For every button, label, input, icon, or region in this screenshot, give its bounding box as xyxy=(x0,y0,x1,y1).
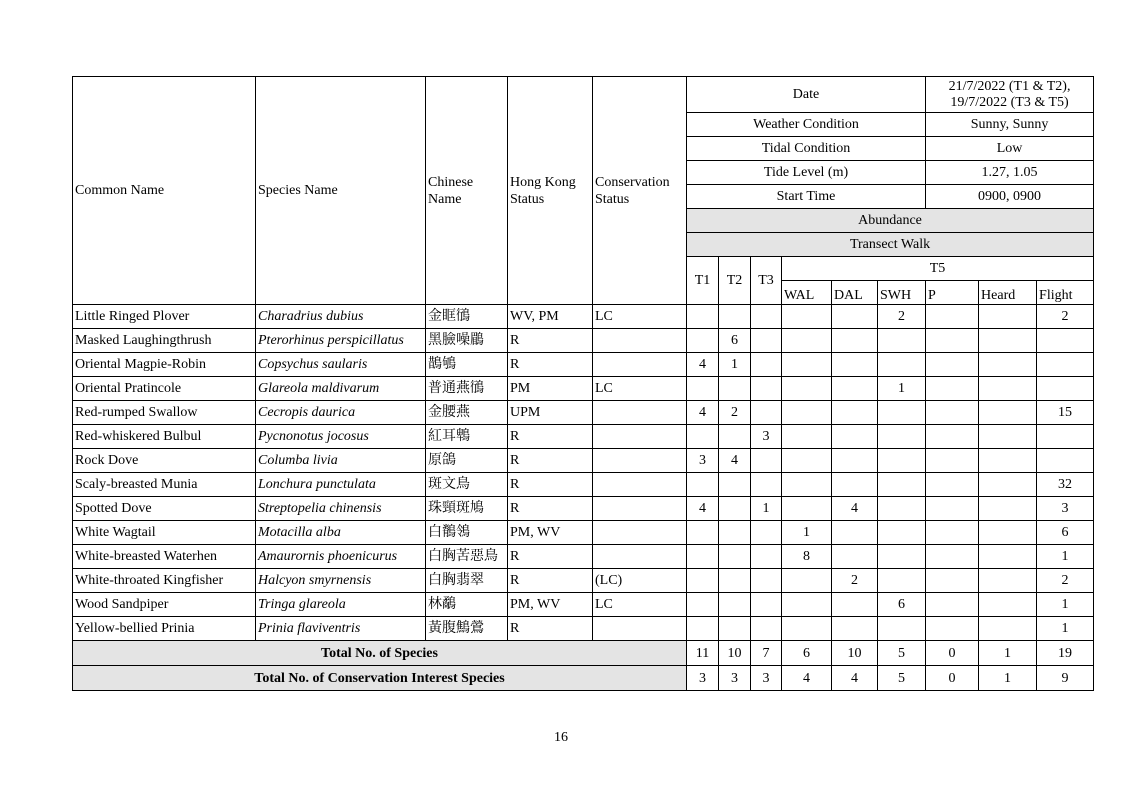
abundance-cell xyxy=(979,617,1037,641)
common-name-cell: White-breasted Waterhen xyxy=(73,545,256,569)
abundance-cell xyxy=(687,377,719,401)
abundance-cell: 1 xyxy=(1037,545,1094,569)
abundance-cell xyxy=(832,473,878,497)
common-name-cell: Wood Sandpiper xyxy=(73,593,256,617)
total-value-cell: 10 xyxy=(832,641,878,666)
conservation-status-cell xyxy=(593,449,687,473)
abundance-cell: 4 xyxy=(687,497,719,521)
total-value-cell: 5 xyxy=(878,666,926,691)
abundance-cell xyxy=(926,449,979,473)
conservation-status-cell: LC xyxy=(593,593,687,617)
abundance-cell: 3 xyxy=(751,425,782,449)
abundance-cell: 6 xyxy=(1037,521,1094,545)
abundance-cell xyxy=(719,569,751,593)
abundance-cell: 8 xyxy=(782,545,832,569)
table-row xyxy=(73,425,1094,449)
abundance-cell xyxy=(687,617,719,641)
total-label: Total No. of Conservation Interest Species xyxy=(73,666,687,691)
abundance-cell xyxy=(926,569,979,593)
hk-status-cell: R xyxy=(508,329,593,353)
total-value-cell: 1 xyxy=(979,641,1037,666)
species-name-cell: Lonchura punctulata xyxy=(256,473,426,497)
common-name-cell: Yellow-bellied Prinia xyxy=(73,617,256,641)
hk-status-cell: R xyxy=(508,425,593,449)
species-name-cell: Amaurornis phoenicurus xyxy=(256,545,426,569)
abundance-cell: 2 xyxy=(1037,569,1094,593)
abundance-cell xyxy=(926,425,979,449)
abundance-cell: 2 xyxy=(832,569,878,593)
common-name-cell: Oriental Magpie-Robin xyxy=(73,353,256,377)
abundance-cell xyxy=(782,497,832,521)
abundance-cell: 1 xyxy=(878,377,926,401)
abundance-cell xyxy=(926,521,979,545)
abundance-cell: 3 xyxy=(1037,497,1094,521)
abundance-cell xyxy=(687,473,719,497)
abundance-cell xyxy=(687,425,719,449)
abundance-cell xyxy=(878,425,926,449)
abundance-cell xyxy=(926,473,979,497)
abundance-cell xyxy=(979,425,1037,449)
abundance-cell xyxy=(979,473,1037,497)
table-row xyxy=(73,569,1094,593)
header-t1: T1 xyxy=(687,257,719,305)
abundance-cell xyxy=(751,473,782,497)
abundance-cell: 4 xyxy=(832,497,878,521)
header-species-name: Species Name xyxy=(256,77,426,305)
table-row xyxy=(73,401,1094,425)
abundance-cell xyxy=(878,497,926,521)
abundance-cell xyxy=(1037,377,1094,401)
table-row xyxy=(73,545,1094,569)
hk-status-cell: PM, WV xyxy=(508,521,593,545)
abundance-cell xyxy=(979,305,1037,329)
abundance-cell: 1 xyxy=(782,521,832,545)
conservation-status-cell xyxy=(593,353,687,377)
table-row xyxy=(73,305,1094,329)
abundance-cell: 32 xyxy=(1037,473,1094,497)
abundance-cell xyxy=(926,401,979,425)
hk-status-cell: PM xyxy=(508,377,593,401)
conservation-status-cell xyxy=(593,473,687,497)
abundance-cell xyxy=(1037,353,1094,377)
chinese-name-cell: 珠頸斑鳩 xyxy=(426,497,508,521)
abundance-cell xyxy=(1037,449,1094,473)
date-value: 21/7/2022 (T1 & T2), 19/7/2022 (T3 & T5) xyxy=(926,77,1094,113)
abundance-cell: 1 xyxy=(751,497,782,521)
abundance-cell xyxy=(751,329,782,353)
total-value-cell: 3 xyxy=(687,666,719,691)
conservation-status-cell xyxy=(593,545,687,569)
abundance-cell xyxy=(878,401,926,425)
abundance-cell xyxy=(719,425,751,449)
header-common-name: Common Name xyxy=(73,77,256,305)
species-name-cell: Columba livia xyxy=(256,449,426,473)
abundance-cell xyxy=(782,473,832,497)
hk-status-cell: R xyxy=(508,617,593,641)
chinese-name-cell: 紅耳鵯 xyxy=(426,425,508,449)
tidal-value: Low xyxy=(926,137,1094,161)
conservation-status-cell xyxy=(593,497,687,521)
hk-status-cell: WV, PM xyxy=(508,305,593,329)
abundance-cell xyxy=(979,449,1037,473)
chinese-name-cell: 原鴿 xyxy=(426,449,508,473)
weather-label: Weather Condition xyxy=(687,113,926,137)
hk-status-cell: R xyxy=(508,473,593,497)
transect-walk-header: Transect Walk xyxy=(687,233,1094,257)
table-row xyxy=(73,473,1094,497)
abundance-cell xyxy=(926,329,979,353)
common-name-cell: Red-whiskered Bulbul xyxy=(73,425,256,449)
header-t5-heard: Heard xyxy=(979,281,1037,305)
bird-survey-table xyxy=(72,76,1094,691)
hk-status-cell: R xyxy=(508,497,593,521)
abundance-cell xyxy=(751,377,782,401)
abundance-cell: 6 xyxy=(878,593,926,617)
abundance-cell xyxy=(926,305,979,329)
chinese-name-cell: 白胸苦惡鳥 xyxy=(426,545,508,569)
header-t5: T5 xyxy=(782,257,1094,281)
abundance-cell xyxy=(926,617,979,641)
table-row xyxy=(73,449,1094,473)
table-row xyxy=(73,377,1094,401)
abundance-cell xyxy=(751,593,782,617)
total-row xyxy=(73,641,1094,666)
hk-status-cell: R xyxy=(508,545,593,569)
header-hk-status: Hong Kong Status xyxy=(508,77,593,305)
abundance-cell xyxy=(782,401,832,425)
conservation-status-cell: LC xyxy=(593,377,687,401)
abundance-cell xyxy=(687,593,719,617)
abundance-cell xyxy=(782,329,832,353)
abundance-cell xyxy=(979,401,1037,425)
abundance-cell xyxy=(751,449,782,473)
header-t2: T2 xyxy=(719,257,751,305)
abundance-cell: 4 xyxy=(687,353,719,377)
abundance-cell xyxy=(782,617,832,641)
chinese-name-cell: 斑文鳥 xyxy=(426,473,508,497)
abundance-cell xyxy=(926,377,979,401)
abundance-cell xyxy=(719,521,751,545)
species-name-cell: Copsychus saularis xyxy=(256,353,426,377)
species-name-cell: Cecropis daurica xyxy=(256,401,426,425)
abundance-cell xyxy=(782,569,832,593)
abundance-cell xyxy=(719,617,751,641)
abundance-cell xyxy=(782,377,832,401)
abundance-cell xyxy=(926,353,979,377)
abundance-cell xyxy=(979,545,1037,569)
common-name-cell: Scaly-breasted Munia xyxy=(73,473,256,497)
chinese-name-cell: 白胸翡翠 xyxy=(426,569,508,593)
abundance-cell xyxy=(832,425,878,449)
date-label: Date xyxy=(687,77,926,113)
total-value-cell: 11 xyxy=(687,641,719,666)
abundance-cell xyxy=(687,329,719,353)
abundance-cell xyxy=(979,593,1037,617)
abundance-cell xyxy=(878,521,926,545)
chinese-name-cell: 金眶鴴 xyxy=(426,305,508,329)
conservation-status-cell xyxy=(593,329,687,353)
total-value-cell: 1 xyxy=(979,666,1037,691)
conservation-status-cell: LC xyxy=(593,305,687,329)
abundance-cell xyxy=(1037,425,1094,449)
abundance-cell xyxy=(719,593,751,617)
abundance-cell xyxy=(687,569,719,593)
total-value-cell: 4 xyxy=(832,666,878,691)
abundance-cell xyxy=(719,305,751,329)
abundance-cell xyxy=(878,449,926,473)
total-value-cell: 19 xyxy=(1037,641,1094,666)
total-value-cell: 5 xyxy=(878,641,926,666)
abundance-cell xyxy=(832,449,878,473)
abundance-cell xyxy=(979,329,1037,353)
tidal-label: Tidal Condition xyxy=(687,137,926,161)
species-name-cell: Pterorhinus perspicillatus xyxy=(256,329,426,353)
abundance-cell xyxy=(979,521,1037,545)
species-name-cell: Motacilla alba xyxy=(256,521,426,545)
total-value-cell: 0 xyxy=(926,666,979,691)
total-value-cell: 10 xyxy=(719,641,751,666)
abundance-cell xyxy=(926,545,979,569)
abundance-header: Abundance xyxy=(687,209,1094,233)
start-time-value: 0900, 0900 xyxy=(926,185,1094,209)
species-name-cell: Prinia flaviventris xyxy=(256,617,426,641)
abundance-cell xyxy=(751,545,782,569)
abundance-cell xyxy=(979,353,1037,377)
abundance-cell: 1 xyxy=(1037,593,1094,617)
abundance-cell xyxy=(782,353,832,377)
common-name-cell: Spotted Dove xyxy=(73,497,256,521)
header-t5-p: P xyxy=(926,281,979,305)
conservation-status-cell xyxy=(593,425,687,449)
header-t5-flight: Flight xyxy=(1037,281,1094,305)
header-t5-dal: DAL xyxy=(832,281,878,305)
table-row xyxy=(73,353,1094,377)
abundance-cell: 1 xyxy=(719,353,751,377)
abundance-cell: 4 xyxy=(719,449,751,473)
total-value-cell: 3 xyxy=(751,666,782,691)
abundance-cell xyxy=(832,377,878,401)
common-name-cell: White-throated Kingfisher xyxy=(73,569,256,593)
abundance-cell xyxy=(878,353,926,377)
header-t5-swh: SWH xyxy=(878,281,926,305)
abundance-cell xyxy=(719,545,751,569)
total-value-cell: 6 xyxy=(782,641,832,666)
abundance-cell xyxy=(979,377,1037,401)
common-name-cell: Little Ringed Plover xyxy=(73,305,256,329)
abundance-cell xyxy=(878,617,926,641)
abundance-cell xyxy=(719,497,751,521)
abundance-cell xyxy=(751,617,782,641)
abundance-cell xyxy=(751,401,782,425)
abundance-cell xyxy=(832,401,878,425)
header-conservation-status: Conservation Status xyxy=(593,77,687,305)
chinese-name-cell: 黑臉噪鶥 xyxy=(426,329,508,353)
common-name-cell: Oriental Pratincole xyxy=(73,377,256,401)
abundance-cell xyxy=(832,305,878,329)
start-time-label: Start Time xyxy=(687,185,926,209)
total-value-cell: 3 xyxy=(719,666,751,691)
abundance-cell xyxy=(751,305,782,329)
chinese-name-cell: 黃腹鷦鶯 xyxy=(426,617,508,641)
abundance-cell xyxy=(782,425,832,449)
total-row xyxy=(73,666,1094,691)
total-value-cell: 9 xyxy=(1037,666,1094,691)
abundance-cell xyxy=(832,329,878,353)
abundance-cell xyxy=(878,569,926,593)
chinese-name-cell: 鵲鴝 xyxy=(426,353,508,377)
hk-status-cell: UPM xyxy=(508,401,593,425)
header-chinese-name: Chinese Name xyxy=(426,77,508,305)
table-row xyxy=(73,593,1094,617)
total-value-cell: 4 xyxy=(782,666,832,691)
abundance-cell: 6 xyxy=(719,329,751,353)
abundance-cell xyxy=(719,473,751,497)
abundance-cell xyxy=(751,521,782,545)
abundance-cell xyxy=(926,497,979,521)
chinese-name-cell: 白鶺鴒 xyxy=(426,521,508,545)
tide-level-value: 1.27, 1.05 xyxy=(926,161,1094,185)
abundance-cell xyxy=(687,305,719,329)
abundance-cell xyxy=(979,569,1037,593)
species-name-cell: Streptopelia chinensis xyxy=(256,497,426,521)
abundance-cell: 15 xyxy=(1037,401,1094,425)
hk-status-cell: PM, WV xyxy=(508,593,593,617)
abundance-cell xyxy=(782,593,832,617)
common-name-cell: Red-rumped Swallow xyxy=(73,401,256,425)
conservation-status-cell xyxy=(593,401,687,425)
hk-status-cell: R xyxy=(508,449,593,473)
abundance-cell xyxy=(687,545,719,569)
table-row xyxy=(73,521,1094,545)
common-name-cell: Masked Laughingthrush xyxy=(73,329,256,353)
page-number: 16 xyxy=(554,730,568,745)
abundance-cell xyxy=(751,353,782,377)
header-t3: T3 xyxy=(751,257,782,305)
species-name-cell: Glareola maldivarum xyxy=(256,377,426,401)
abundance-cell: 2 xyxy=(719,401,751,425)
abundance-cell xyxy=(832,617,878,641)
header-t5-wal: WAL xyxy=(782,281,832,305)
abundance-cell xyxy=(832,521,878,545)
abundance-cell xyxy=(832,545,878,569)
weather-value: Sunny, Sunny xyxy=(926,113,1094,137)
abundance-cell: 3 xyxy=(687,449,719,473)
abundance-cell xyxy=(1037,329,1094,353)
abundance-cell: 1 xyxy=(1037,617,1094,641)
total-label: Total No. of Species xyxy=(73,641,687,666)
chinese-name-cell: 普通燕鴴 xyxy=(426,377,508,401)
abundance-cell xyxy=(878,473,926,497)
abundance-cell xyxy=(832,353,878,377)
abundance-cell xyxy=(751,569,782,593)
abundance-cell xyxy=(782,305,832,329)
chinese-name-cell: 林鷸 xyxy=(426,593,508,617)
abundance-cell xyxy=(687,521,719,545)
table-row xyxy=(73,617,1094,641)
common-name-cell: White Wagtail xyxy=(73,521,256,545)
tide-level-label: Tide Level (m) xyxy=(687,161,926,185)
species-name-cell: Pycnonotus jocosus xyxy=(256,425,426,449)
abundance-cell xyxy=(878,545,926,569)
table-row xyxy=(73,329,1094,353)
common-name-cell: Rock Dove xyxy=(73,449,256,473)
abundance-cell xyxy=(719,377,751,401)
table-row xyxy=(73,497,1094,521)
abundance-cell: 4 xyxy=(687,401,719,425)
abundance-cell xyxy=(832,593,878,617)
species-name-cell: Halcyon smyrnensis xyxy=(256,569,426,593)
conservation-status-cell xyxy=(593,617,687,641)
total-value-cell: 7 xyxy=(751,641,782,666)
abundance-cell xyxy=(926,593,979,617)
abundance-cell xyxy=(782,449,832,473)
abundance-cell xyxy=(878,329,926,353)
hk-status-cell: R xyxy=(508,569,593,593)
species-name-cell: Tringa glareola xyxy=(256,593,426,617)
total-value-cell: 0 xyxy=(926,641,979,666)
conservation-status-cell: (LC) xyxy=(593,569,687,593)
abundance-cell: 2 xyxy=(878,305,926,329)
hk-status-cell: R xyxy=(508,353,593,377)
species-name-cell: Charadrius dubius xyxy=(256,305,426,329)
conservation-status-cell xyxy=(593,521,687,545)
abundance-cell: 2 xyxy=(1037,305,1094,329)
chinese-name-cell: 金腰燕 xyxy=(426,401,508,425)
abundance-cell xyxy=(979,497,1037,521)
